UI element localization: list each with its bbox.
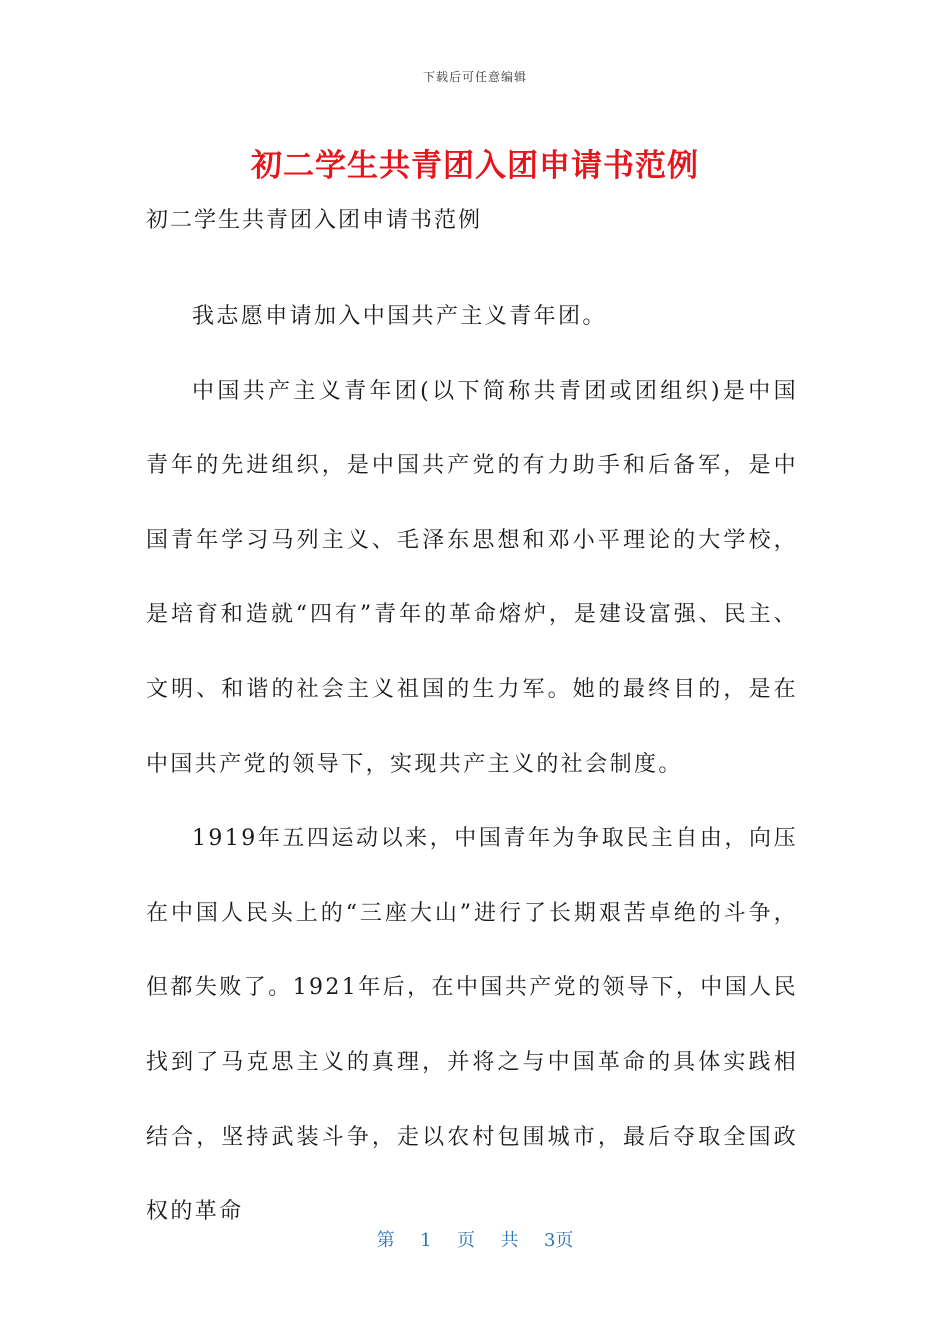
page-suffix: 页 <box>457 1230 475 1251</box>
total-prefix: 共 <box>500 1230 519 1251</box>
header-note: 下载后可任意编辑 <box>422 70 527 84</box>
document-title: 初二学生共青团入团申请书范例 <box>251 148 699 184</box>
document-subtitle: 初二学生共青团入团申请书范例 <box>146 208 483 233</box>
total-pages: 3页 <box>543 1230 574 1251</box>
paragraph: 我志愿申请加入中国共产主义青年团。 <box>192 304 607 329</box>
page-footer <box>0 1226 950 1252</box>
paragraph: 1919年五四运动以来，中国青年为争取民主自由，向压在中国人民头上的“三座大山”进行了长期艰苦卓绝的斗争，但都失败了。1921年后，在中国共产党的领导下，中国人民找到了马克思主义的真理，并将之与中国革命的具体实践相结合，坚持武装斗争，走以农村包围城市，最后夺取全国政权的革命 <box>146 826 798 1225</box>
page-prefix: 第 <box>376 1230 395 1251</box>
current-page-number: 1 <box>420 1230 432 1251</box>
paragraph: 中国共产主义青年团(以下简称共青团或团组织)是中国青年的先进组织，是中国共产党的有力助手和后备军，是中国青年学习马列主义、毛泽东思想和邓小平理论的大学校，是培育和造就“四有”青年的革命熔炉，是建设富强、民主、文明、和谐的社会主义祖国的生力军。她的最终目的，是在中国共产党的领导下，实现共产主义的社会制度。 <box>146 378 798 777</box>
document-body <box>146 280 798 1250</box>
